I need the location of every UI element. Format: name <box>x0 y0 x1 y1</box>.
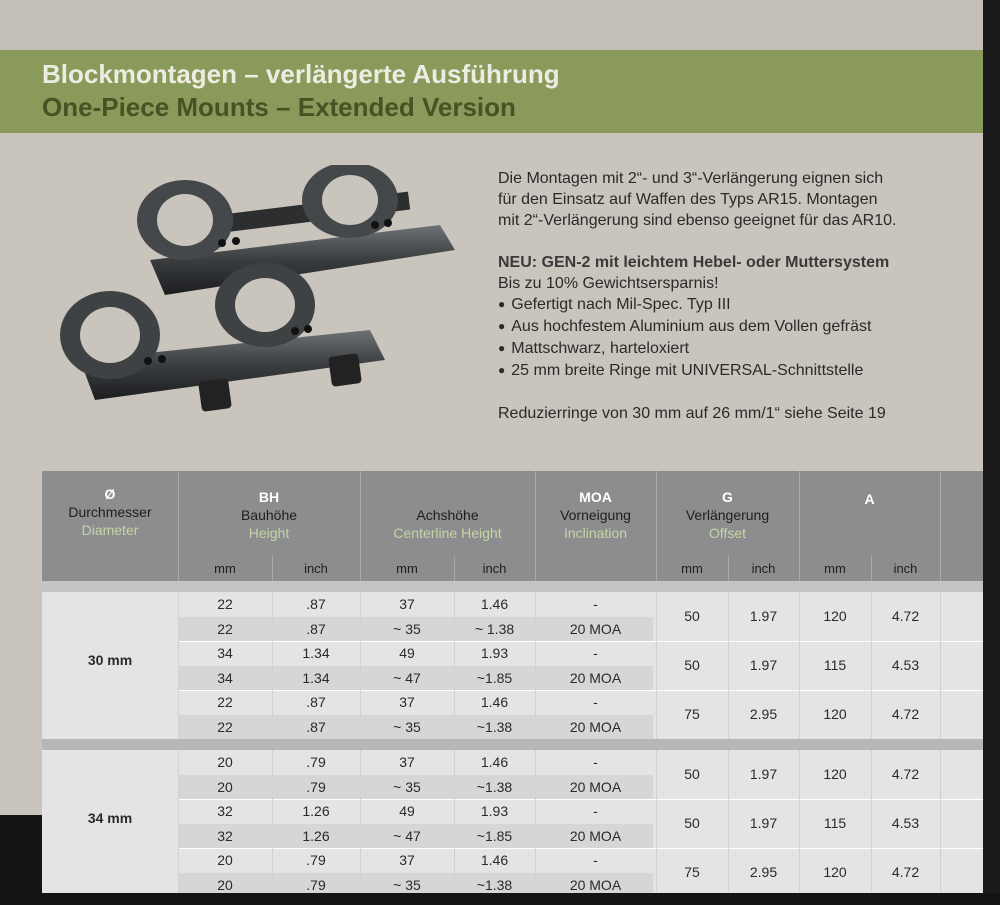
table-cell: 37 <box>399 694 415 710</box>
table-cell: - <box>593 803 598 819</box>
section-divider <box>42 581 983 592</box>
table-cell: 120 <box>823 608 847 625</box>
table-cell: 120 <box>823 864 847 881</box>
table-cell: - <box>593 645 598 661</box>
table-cell: 115 <box>823 657 847 674</box>
column-divider <box>178 592 179 739</box>
a-abbr: A <box>864 491 875 507</box>
column-divider <box>454 750 455 893</box>
offset-abbr: G <box>722 489 733 505</box>
page-title-english: One-Piece Mounts – Extended Version <box>42 92 516 122</box>
intro-line: Die Montagen mit 2“- und 3“-Verlängerung eignen sich <box>498 170 884 187</box>
table-cell: 1.93 <box>480 645 509 661</box>
table-cell: ~ 35 <box>393 778 421 795</box>
unit-divider <box>871 556 872 581</box>
table-cell: .87 <box>306 620 326 637</box>
table-cell: 1.97 <box>749 815 778 832</box>
section-divider <box>42 739 983 750</box>
table-cell: 1.97 <box>749 657 778 674</box>
diameter-symbol: Ø <box>104 486 116 502</box>
reducer-note: Reduzierringe von 30 mm auf 26 mm/1“ siehe Seite 19 <box>498 405 886 422</box>
page-right-edge <box>983 0 1000 905</box>
column-divider <box>656 592 657 739</box>
header-diameter <box>42 471 178 568</box>
table-cell: .87 <box>306 596 326 612</box>
table-cell: 32 <box>217 827 233 844</box>
table-cell: 75 <box>684 706 700 723</box>
table-cell: .87 <box>306 694 326 710</box>
table-cell: 37 <box>399 754 415 770</box>
table-cell: 22 <box>217 694 233 710</box>
table-cell: 20 MOA <box>569 669 622 686</box>
table-cell: 50 <box>684 657 700 674</box>
table-cell: 1.97 <box>749 608 778 625</box>
table-cell: 50 <box>684 815 700 832</box>
table-cell: ~1.38 <box>476 718 513 735</box>
column-divider <box>728 750 729 893</box>
unit-label: inch <box>893 561 918 576</box>
column-divider <box>272 750 273 893</box>
table-cell: 4.72 <box>891 608 920 625</box>
table-cell: 20 <box>217 754 233 770</box>
unit-label: mm <box>396 561 418 576</box>
table-cell: 4.53 <box>891 815 920 832</box>
table-cell: ~1.38 <box>476 876 513 893</box>
column-divider <box>360 750 361 893</box>
table-cell: ~ 1.38 <box>474 620 515 637</box>
column-divider <box>178 750 179 893</box>
bh-label-de: Bauhöhe <box>240 507 298 523</box>
column-divider <box>535 592 536 739</box>
column-divider <box>656 750 657 893</box>
moa-label-de: Vorneigung <box>560 507 631 523</box>
table-cell: 22 <box>217 718 233 735</box>
table-cell: 1.34 <box>302 669 330 686</box>
row-divider <box>178 690 983 691</box>
table-cell: 4.72 <box>891 864 920 881</box>
unit-divider <box>272 556 273 581</box>
unit-label: mm <box>824 561 846 576</box>
new-feature-heading: NEU: GEN-2 mit leichtem Hebel- oder Muttersystem <box>498 254 890 271</box>
column-divider <box>360 592 361 739</box>
table-cell: 4.72 <box>891 766 920 783</box>
row-divider <box>178 799 983 800</box>
title-banner <box>0 50 983 133</box>
table-cell: 20 MOA <box>569 778 622 795</box>
product-description <box>498 168 968 424</box>
table-cell: 75 <box>684 864 700 881</box>
table-cell: 1.26 <box>302 827 330 844</box>
diameter-label-de: Durchmesser <box>68 504 152 520</box>
feature-item: ● Aus hochfestem Aluminium aus dem Vollen gefräst <box>498 316 968 338</box>
feature-item: ● Mattschwarz, harteloxiert <box>498 338 968 360</box>
column-divider <box>272 592 273 739</box>
table-cell: 49 <box>399 803 415 819</box>
bh-abbr: BH <box>258 489 280 505</box>
intro-line: für den Einsatz auf Waffen des Typs AR15. Montagen <box>498 191 878 208</box>
table-cell: ~ 35 <box>393 876 421 893</box>
table-cell: 20 MOA <box>569 620 622 637</box>
header-divider <box>656 471 657 581</box>
header-divider <box>799 471 800 581</box>
table-cell: .79 <box>306 754 326 770</box>
header-divider <box>178 471 179 581</box>
header-divider <box>360 471 361 581</box>
table-cell: - <box>593 852 598 868</box>
table-cell: ~1.85 <box>476 827 513 844</box>
table-cell: 1.93 <box>480 803 509 819</box>
table-cell: 32 <box>217 803 233 819</box>
top-strip <box>0 0 983 50</box>
unit-divider <box>454 556 455 581</box>
table-header <box>42 471 983 581</box>
moa-label-en: Inclination <box>563 525 628 541</box>
column-divider <box>940 750 941 893</box>
table-cell: 50 <box>684 608 700 625</box>
table-cell: .87 <box>306 718 326 735</box>
table-cell: ~ 47 <box>393 669 421 686</box>
table-cell: .79 <box>306 852 326 868</box>
table-cell: 1.46 <box>480 694 509 710</box>
table-cell: 37 <box>399 596 415 612</box>
table-cell: 34 <box>217 669 233 686</box>
page-bottom-edge <box>0 893 1000 905</box>
diameter-value: 30 mm <box>87 652 133 668</box>
mount-front <box>60 263 385 412</box>
table-cell: ~ 35 <box>393 620 421 637</box>
diameter-value: 34 mm <box>87 810 133 826</box>
scope-mount-image <box>50 165 470 425</box>
table-cell: 120 <box>823 766 847 783</box>
spec-table <box>42 471 983 893</box>
table-cell: 20 MOA <box>569 827 622 844</box>
table-cell: - <box>593 596 598 612</box>
table-cell: ~1.85 <box>476 669 513 686</box>
offset-label-en: Offset <box>708 525 747 541</box>
table-cell: 2.95 <box>749 706 778 723</box>
table-cell: .79 <box>306 778 326 795</box>
table-cell: 20 MOA <box>569 718 622 735</box>
table-cell: ~1.38 <box>476 778 513 795</box>
table-cell: 120 <box>823 706 847 723</box>
table-cell: 1.46 <box>480 852 509 868</box>
row-divider <box>178 641 983 642</box>
table-cell: 4.53 <box>891 657 920 674</box>
unit-label: mm <box>681 561 703 576</box>
table-cell: 37 <box>399 852 415 868</box>
table-cell: 4.72 <box>891 706 920 723</box>
table-cell: .79 <box>306 876 326 893</box>
table-cell: 22 <box>217 620 233 637</box>
column-divider <box>454 592 455 739</box>
diameter-label-en: Diameter <box>81 522 139 538</box>
unit-label: inch <box>304 561 328 576</box>
unit-label: inch <box>482 561 507 576</box>
table-cell: 1.46 <box>480 754 509 770</box>
offset-label-de: Verlängerung <box>685 507 770 523</box>
table-cell: 1.34 <box>302 645 330 661</box>
column-divider <box>871 750 872 893</box>
table-cell: ~ 35 <box>393 718 421 735</box>
header-moa <box>535 471 656 571</box>
moa-abbr: MOA <box>579 489 612 505</box>
feature-list <box>498 294 968 382</box>
table-cell: 20 <box>217 778 233 795</box>
header-divider <box>940 471 941 581</box>
column-divider <box>871 592 872 739</box>
table-cell: 20 <box>217 876 233 893</box>
table-cell: 20 <box>217 852 233 868</box>
bh-label-en: Height <box>248 525 290 541</box>
table-cell: 22 <box>217 596 233 612</box>
column-divider <box>940 592 941 739</box>
column-divider <box>535 750 536 893</box>
page-title-german: Blockmontagen – verlängerte Ausführung <box>42 59 560 89</box>
page-edge-dark <box>0 815 42 905</box>
table-cell: 34 <box>217 645 233 661</box>
row-divider <box>178 848 983 849</box>
intro-line: mit 2“-Verlängerung sind ebenso geeignet für das AR10. <box>498 212 897 229</box>
table-cell: 115 <box>823 815 847 832</box>
feature-item: ● Gefertigt nach Mil-Spec. Typ III <box>498 294 968 316</box>
table-cell: - <box>593 754 598 770</box>
table-cell: 1.46 <box>480 596 509 612</box>
column-divider <box>799 750 800 893</box>
table-cell: 1.97 <box>749 766 778 783</box>
feature-item: ● 25 mm breite Ringe mit UNIVERSAL-Schnittstelle <box>498 360 968 382</box>
table-cell: ~ 47 <box>393 827 421 844</box>
table-cell: - <box>593 694 598 710</box>
unit-label: mm <box>214 561 236 576</box>
header-divider <box>535 471 536 581</box>
column-divider <box>728 592 729 739</box>
table-cell: 50 <box>684 766 700 783</box>
column-divider <box>799 592 800 739</box>
weight-saving-note: Bis zu 10% Gewichtsersparnis! <box>498 275 719 292</box>
centerline-label-de: Achshöhe <box>416 507 479 523</box>
table-cell: 1.26 <box>302 803 330 819</box>
unit-label: inch <box>751 561 776 576</box>
unit-divider <box>728 556 729 581</box>
centerline-label-en: Centerline Height <box>393 525 502 541</box>
table-cell: 49 <box>399 645 415 661</box>
table-cell: 2.95 <box>749 864 778 881</box>
table-cell: 20 MOA <box>569 876 622 893</box>
